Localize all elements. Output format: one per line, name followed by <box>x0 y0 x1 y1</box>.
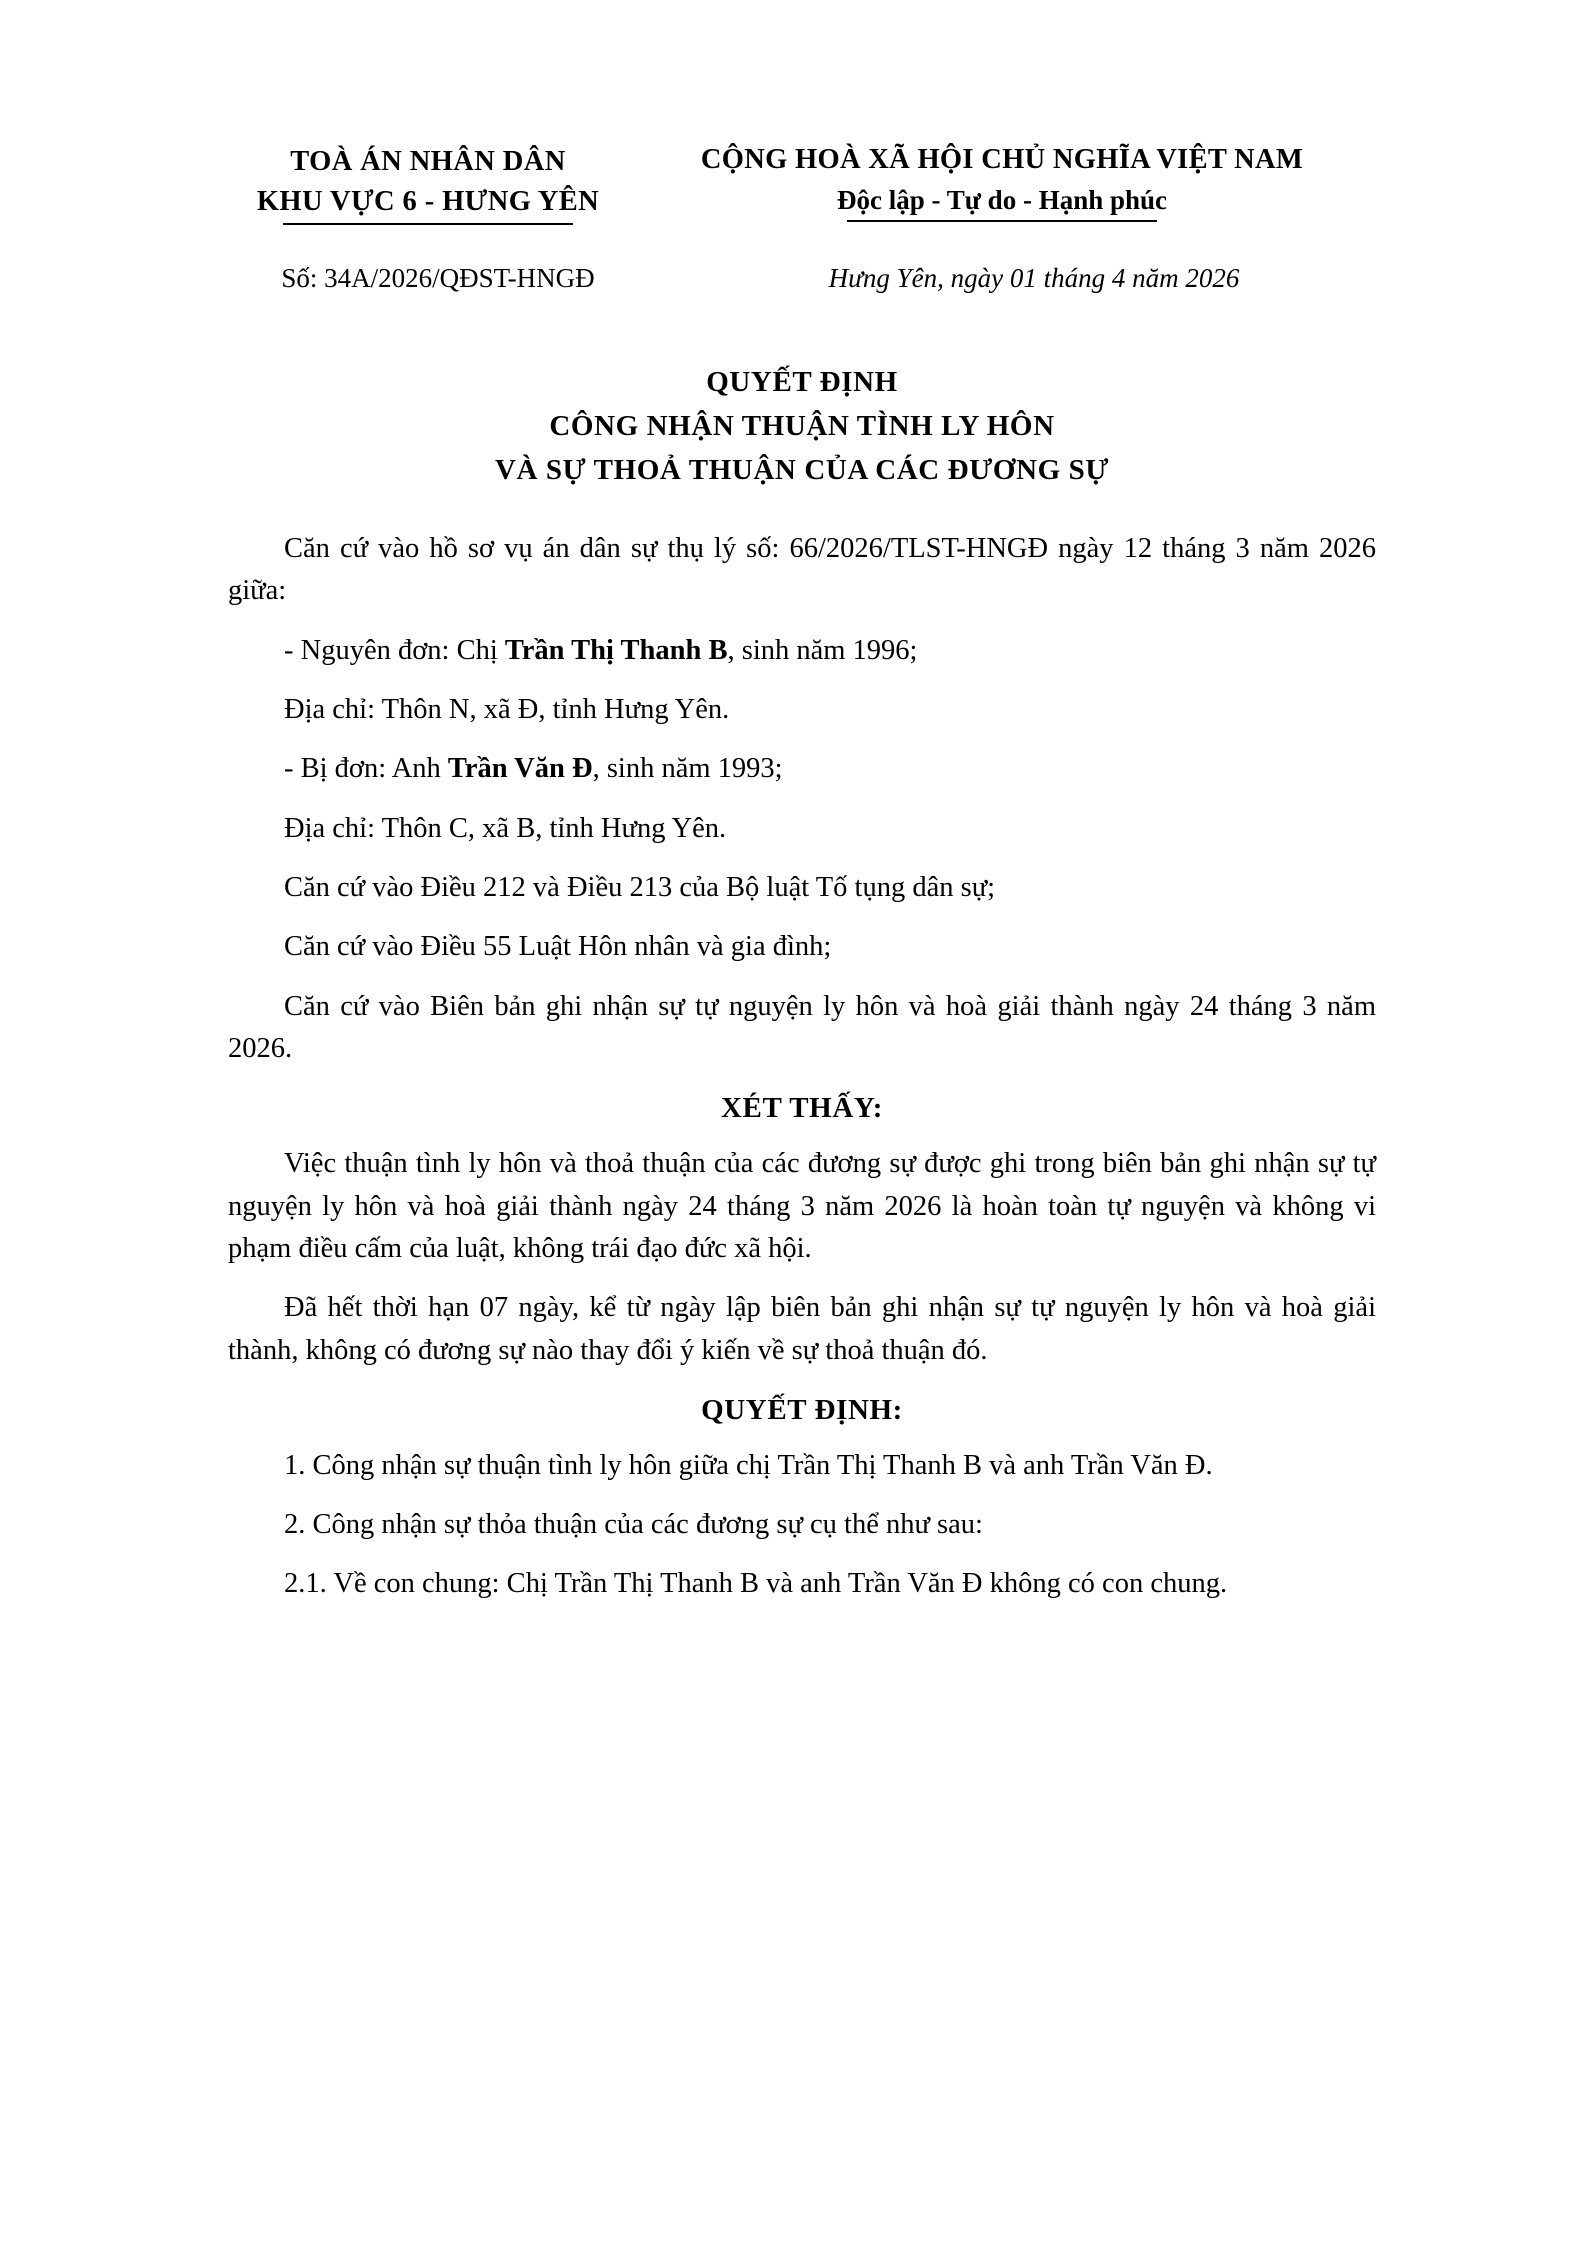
defendant-address: Địa chỉ: Thôn C, xã B, tỉnh Hưng Yên. <box>284 812 727 844</box>
country-motto: Độc lập - Tự do - Hạnh phúc <box>837 180 1167 221</box>
document-header <box>228 140 1376 223</box>
country-name: CỘNG HOÀ XÃ HỘI CHỦ NGHĨA VIỆT NAM <box>700 144 1304 175</box>
defendant-suffix: , sinh năm 1993; <box>592 753 783 785</box>
plaintiff-suffix: , sinh năm 1996; <box>727 634 918 666</box>
document-subheader <box>228 263 1376 294</box>
court-identity <box>228 140 628 223</box>
plaintiff-paragraph <box>228 630 1376 672</box>
plaintiff-prefix: - Nguyên đơn: Chị <box>284 634 505 666</box>
document-body <box>228 528 1376 1606</box>
heading-consideration: XÉT THẤY: <box>720 1092 883 1125</box>
document-number: Số: 34A/2026/QĐST-HNGĐ <box>281 262 595 293</box>
plaintiff-name: Trần Thị Thanh B <box>504 634 728 666</box>
plaintiff-address: Địa chỉ: Thôn N, xã Đ, tỉnh Hưng Yên. <box>284 694 730 726</box>
decision-item-2-1: 2.1. Về con chung: Chị Trần Thị Thanh B và anh Trần Văn Đ không có con chung. <box>284 1568 1228 1600</box>
consideration-paragraph-1: Việc thuận tình ly hôn và thoả thuận của các đương sự được ghi trong biên bản ghi nhận sự tự nguyện ly hôn và hoà giải thành ngày 24 tháng 3 năm 2026 là hoàn toàn tự nguyện và không vi phạm điều cấm của luật, không trái đạo đức xã hội. <box>228 1148 1376 1264</box>
place-and-date: Hưng Yên, ngày 01 tháng 4 năm 2026 <box>828 262 1240 293</box>
decision-item-2: 2. Công nhận sự thỏa thuận của các đương sự cụ thể như sau: <box>284 1509 983 1541</box>
case-file-paragraph: Căn cứ vào hồ sơ vụ án dân sự thụ lý số: 66/2026/TLST-HNGĐ ngày 12 tháng 3 năm 2026 giữa: <box>228 533 1376 607</box>
document-content <box>228 140 1376 1623</box>
title-line-3: VÀ SỰ THOẢ THUẬN CỦA CÁC ĐƯƠNG SỰ <box>494 454 1110 487</box>
legal-basis-2: Căn cứ vào Điều 55 Luật Hôn nhân và gia đình; <box>284 931 832 963</box>
defendant-name: Trần Văn Đ <box>447 753 593 785</box>
title-line-1: QUYẾT ĐỊNH <box>706 365 898 398</box>
defendant-paragraph <box>228 748 1376 790</box>
court-name-line2: KHU VỰC 6 - HƯNG YÊN <box>257 182 599 222</box>
consideration-paragraph-2: Đã hết thời hạn 07 ngày, kể từ ngày lập biên bản ghi nhận sự tự nguyện ly hôn và hoà giải thành, không có đương sự nào thay đổi ý kiến về sự thoả thuận đó. <box>228 1292 1376 1366</box>
decision-item-1: 1. Công nhận sự thuận tình ly hôn giữa chị Trần Thị Thanh B và anh Trần Văn Đ. <box>284 1449 1213 1481</box>
legal-basis-1: Căn cứ vào Điều 212 và Điều 213 của Bộ luật Tố tụng dân sự; <box>284 872 996 904</box>
title-line-2: CÔNG NHẬN THUẬN TÌNH LY HÔN <box>549 410 1055 443</box>
court-name-line1: TOÀ ÁN NHÂN DÂN <box>290 146 566 177</box>
defendant-prefix: - Bị đơn: Anh <box>284 753 448 785</box>
document-title <box>228 360 1376 492</box>
legal-basis-3: Căn cứ vào Biên bản ghi nhận sự tự nguyện ly hôn và hoà giải thành ngày 24 tháng 3 năm 2026. <box>228 990 1376 1064</box>
national-heading <box>628 140 1376 221</box>
heading-decision: QUYẾT ĐỊNH: <box>701 1393 903 1426</box>
